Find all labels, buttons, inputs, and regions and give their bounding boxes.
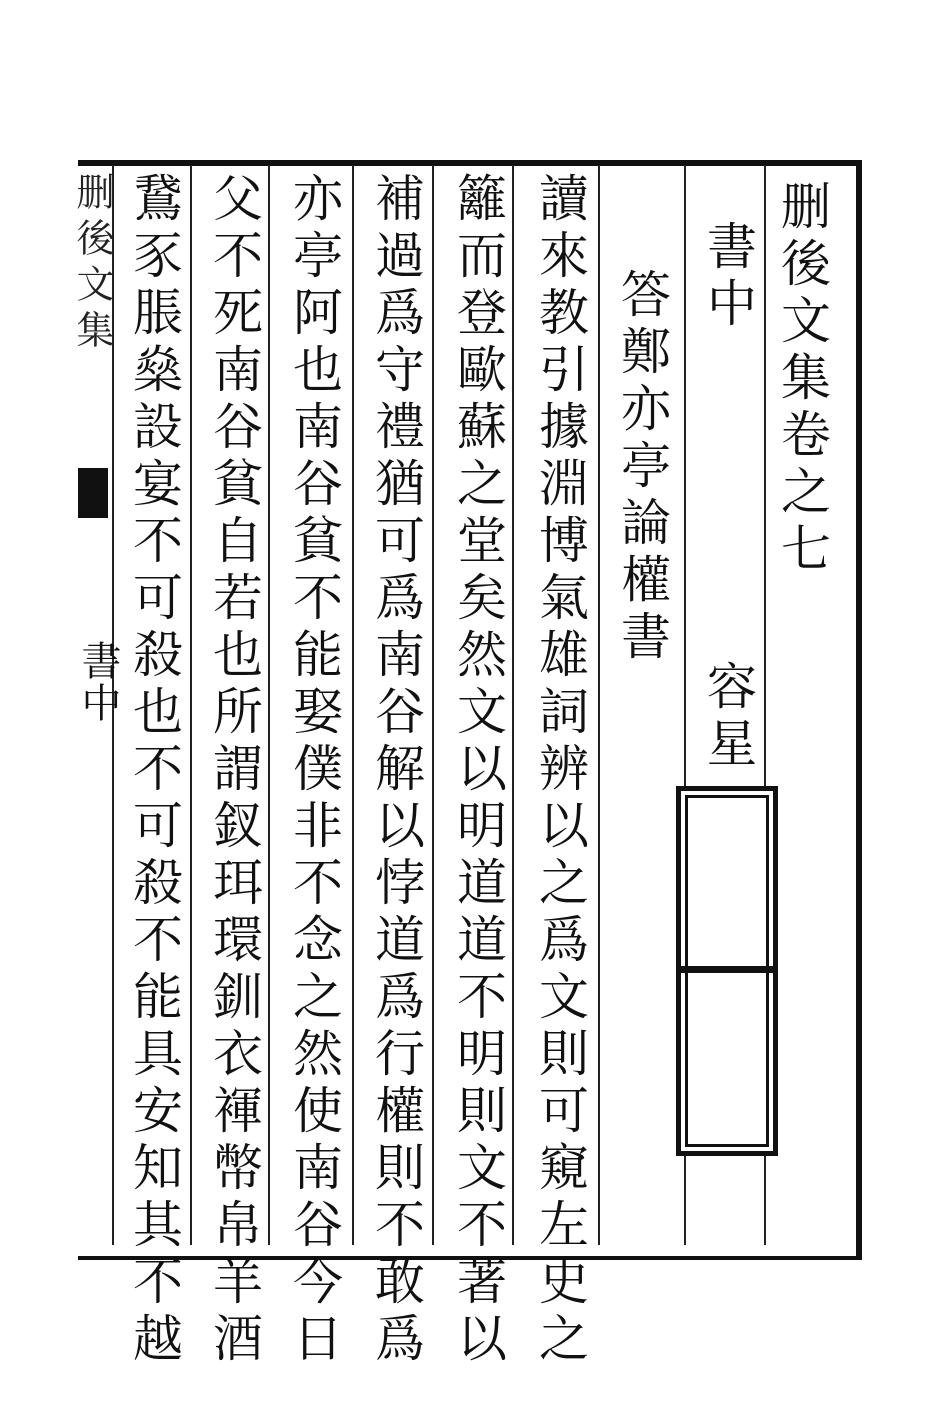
text-column-2: 籬而登歐蘇之堂矣然文以明道道不明則文不著以 [449,172,507,1369]
collector-seal [676,786,778,1156]
column-rule [352,165,354,1245]
gutter-label: 書中 [75,640,121,724]
text-column-6: 鵞豕脹燊設宴不可殺也不可殺不能具安知其不越 [125,172,183,1369]
letter-title: 答鄭亦亭論權書 [613,268,671,667]
gutter-title: 删後文集 [70,172,114,356]
column-rule [598,165,600,1245]
author-name: 容星 [699,660,757,774]
text-column-1: 讀來教引據淵博氣雄詞辨以之爲文則可窺左史之 [531,172,589,1369]
text-column-3: 補過爲守禮猶可爲南谷解以悖道爲行權則不敢爲 [367,172,425,1369]
book-title: 删後文集卷之七 [773,180,831,579]
section-heading: 書中 [699,220,757,334]
gutter-fishtail-mark [78,468,108,518]
column-rule [268,165,270,1245]
column-rule [432,165,434,1245]
column-rule [512,165,514,1245]
text-column-4: 亦亭阿也南谷貧不能娶僕非不念之然使南谷今日 [285,172,343,1369]
text-column-5: 父不死南谷貧自若也所謂釵珥環釧衣褌幣帛羊酒 [205,172,263,1369]
column-rule [190,165,192,1245]
